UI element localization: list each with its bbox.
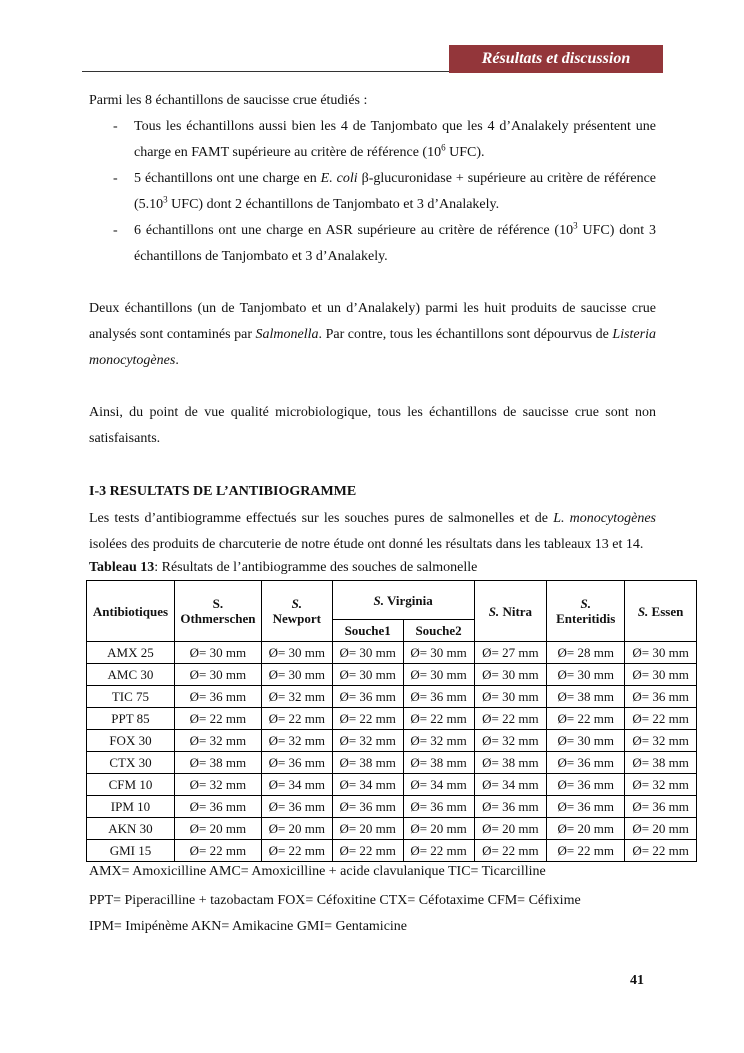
diameter-cell: Ø= 30 mm	[332, 664, 403, 686]
diameter-cell: Ø= 20 mm	[625, 818, 697, 840]
diameter-cell: Ø= 38 mm	[174, 752, 261, 774]
diameter-cell: Ø= 30 mm	[625, 664, 697, 686]
diameter-cell: Ø= 32 mm	[261, 686, 332, 708]
diameter-cell: Ø= 22 mm	[174, 840, 261, 862]
diameter-cell: Ø= 22 mm	[174, 708, 261, 730]
diameter-cell: Ø= 36 mm	[403, 796, 474, 818]
diameter-cell: Ø= 36 mm	[625, 796, 697, 818]
table-row	[87, 642, 697, 664]
diameter-cell: Ø= 36 mm	[261, 796, 332, 818]
diameter-cell: Ø= 30 mm	[261, 664, 332, 686]
diameter-cell: Ø= 22 mm	[625, 840, 697, 862]
list-item: - 5 échantillons ont une charge en E. coli β-glucuronidase + supérieure au critère de référence (5.10$^3$ UFC) dont 2 échantillons de Tanjombato et 3 d’Analakely.	[113, 171, 657, 212]
col-header: S. Newport	[261, 581, 332, 642]
note-line: IPM= Imipénème AKN= Amikacine GMI= Gentamicine	[89, 919, 408, 934]
table-row	[87, 708, 697, 730]
diameter-cell: Ø= 36 mm	[174, 686, 261, 708]
diameter-cell: Ø= 20 mm	[547, 818, 625, 840]
page-header-title: Résultats et discussion	[449, 45, 663, 73]
diameter-cell: Ø= 30 mm	[625, 642, 697, 664]
paragraph: Ainsi, du point de vue qualité microbiologique, tous les échantillons de saucisse crue sont non satisfaisants.	[89, 405, 656, 446]
diameter-cell: Ø= 32 mm	[174, 730, 261, 752]
diameter-cell: Ø= 36 mm	[403, 686, 474, 708]
table-caption: Tableau 13: Résultats de l’antibiogramme des souches de salmonelle	[89, 560, 478, 575]
diameter-cell: Ø= 32 mm	[332, 730, 403, 752]
antibiotic-cell: IPM 10	[87, 796, 175, 818]
diameter-cell: Ø= 36 mm	[261, 752, 332, 774]
diameter-cell: Ø= 22 mm	[547, 840, 625, 862]
col-header: Souche2	[403, 620, 474, 642]
antibiotic-cell: PPT 85	[87, 708, 175, 730]
diameter-cell: Ø= 36 mm	[547, 752, 625, 774]
paragraph: Les tests d’antibiogramme effectués sur les souches pures de salmonelles et de L. monocytogènes isolées des produits de charcuterie de notre étude ont donné les résultats dans les tableaux 13 et 14.	[89, 511, 656, 552]
abbreviation-notes	[89, 862, 656, 940]
diameter-cell: Ø= 30 mm	[261, 642, 332, 664]
table-row	[87, 730, 697, 752]
antibiotic-cell: CFM 10	[87, 774, 175, 796]
table-row	[87, 840, 697, 862]
diameter-cell: Ø= 30 mm	[332, 642, 403, 664]
paragraph: Deux échantillons (un de Tanjombato et un d’Analakely) parmi les huit produits de saucisse crue analysés sont contaminés par Salmonella. Par contre, tous les échantillons sont dépourvus de Listeria monocytogènes.	[89, 301, 656, 368]
diameter-cell: Ø= 34 mm	[332, 774, 403, 796]
col-header: S. Othmerschen	[174, 581, 261, 642]
col-header: S. Nitra	[474, 581, 547, 642]
diameter-cell: Ø= 30 mm	[403, 642, 474, 664]
diameter-cell: Ø= 22 mm	[332, 708, 403, 730]
diameter-cell: Ø= 27 mm	[474, 642, 547, 664]
table-row	[87, 664, 697, 686]
diameter-cell: Ø= 36 mm	[174, 796, 261, 818]
diameter-cell: Ø= 36 mm	[547, 774, 625, 796]
diameter-cell: Ø= 38 mm	[625, 752, 697, 774]
diameter-cell: Ø= 32 mm	[625, 774, 697, 796]
diameter-cell: Ø= 34 mm	[403, 774, 474, 796]
diameter-cell: Ø= 36 mm	[625, 686, 697, 708]
diameter-cell: Ø= 22 mm	[625, 708, 697, 730]
diameter-cell: Ø= 32 mm	[403, 730, 474, 752]
antibiotic-cell: AMC 30	[87, 664, 175, 686]
note-line: PPT= Piperacilline + tazobactam FOX= Céfoxitine CTX= Céfotaxime CFM= Céfixime	[89, 893, 581, 908]
diameter-cell: Ø= 22 mm	[332, 840, 403, 862]
diameter-cell: Ø= 32 mm	[261, 730, 332, 752]
page-content	[89, 88, 689, 940]
diameter-cell: Ø= 20 mm	[332, 818, 403, 840]
diameter-cell: Ø= 32 mm	[625, 730, 697, 752]
diameter-cell: Ø= 36 mm	[474, 796, 547, 818]
diameter-cell: Ø= 22 mm	[403, 840, 474, 862]
diameter-cell: Ø= 30 mm	[474, 664, 547, 686]
diameter-cell: Ø= 38 mm	[403, 752, 474, 774]
diameter-cell: Ø= 34 mm	[261, 774, 332, 796]
diameter-cell: Ø= 38 mm	[474, 752, 547, 774]
section-heading: I-3 RESULTATS DE L’ANTIBIOGRAMME	[89, 484, 357, 499]
diameter-cell: Ø= 36 mm	[547, 796, 625, 818]
table-row	[87, 686, 697, 708]
col-header: S. Essen	[625, 581, 697, 642]
antibiotic-cell: TIC 75	[87, 686, 175, 708]
col-header: Souche1	[332, 620, 403, 642]
antibiotic-cell: FOX 30	[87, 730, 175, 752]
diameter-cell: Ø= 20 mm	[174, 818, 261, 840]
diameter-cell: Ø= 30 mm	[474, 686, 547, 708]
diameter-cell: Ø= 30 mm	[174, 664, 261, 686]
diameter-cell: Ø= 30 mm	[547, 730, 625, 752]
diameter-cell: Ø= 20 mm	[261, 818, 332, 840]
diameter-cell: Ø= 38 mm	[547, 686, 625, 708]
diameter-cell: Ø= 32 mm	[474, 730, 547, 752]
col-header: Antibiotiques	[87, 581, 175, 642]
diameter-cell: Ø= 22 mm	[261, 840, 332, 862]
diameter-cell: Ø= 30 mm	[403, 664, 474, 686]
diameter-cell: Ø= 30 mm	[174, 642, 261, 664]
diameter-cell: Ø= 36 mm	[332, 686, 403, 708]
table-row	[87, 818, 697, 840]
diameter-cell: Ø= 36 mm	[332, 796, 403, 818]
table-row	[87, 752, 697, 774]
antibiotic-cell: GMI 15	[87, 840, 175, 862]
list-item: - Tous les échantillons aussi bien les 4 de Tanjombato que les 4 d’Analakely présentent une charge en FAMT supérieure au critère de référence ($10^6$ UFC).	[113, 119, 656, 160]
diameter-cell: Ø= 22 mm	[474, 840, 547, 862]
list-item: - 6 échantillons ont une charge en ASR supérieure au critère de référence ($10^3$ UFC) dont 3 échantillons de Tanjombato et 3 d’Analakely.	[113, 220, 656, 264]
diameter-cell: Ø= 38 mm	[332, 752, 403, 774]
diameter-cell: Ø= 28 mm	[547, 642, 625, 664]
table-row	[87, 774, 697, 796]
diameter-cell: Ø= 20 mm	[403, 818, 474, 840]
table-row	[87, 796, 697, 818]
diameter-cell: Ø= 20 mm	[474, 818, 547, 840]
antibiotic-cell: AMX 25	[87, 642, 175, 664]
antibiotic-cell: CTX 30	[87, 752, 175, 774]
col-header: S. Enteritidis	[547, 581, 625, 642]
antibiotic-cell: AKN 30	[87, 818, 175, 840]
col-header: S. Virginia	[332, 581, 474, 620]
diameter-cell: Ø= 22 mm	[547, 708, 625, 730]
intro-text: Parmi les 8 échantillons de saucisse crue étudiés :	[89, 93, 368, 108]
page-number: 41	[630, 973, 644, 988]
diameter-cell: Ø= 34 mm	[474, 774, 547, 796]
diameter-cell: Ø= 30 mm	[547, 664, 625, 686]
antibiogram-table	[86, 580, 697, 862]
diameter-cell: Ø= 22 mm	[261, 708, 332, 730]
diameter-cell: Ø= 22 mm	[474, 708, 547, 730]
diameter-cell: Ø= 32 mm	[174, 774, 261, 796]
diameter-cell: Ø= 22 mm	[403, 708, 474, 730]
note-line: AMX= Amoxicilline AMC= Amoxicilline + acide clavulanique TIC= Ticarcilline	[89, 864, 546, 879]
